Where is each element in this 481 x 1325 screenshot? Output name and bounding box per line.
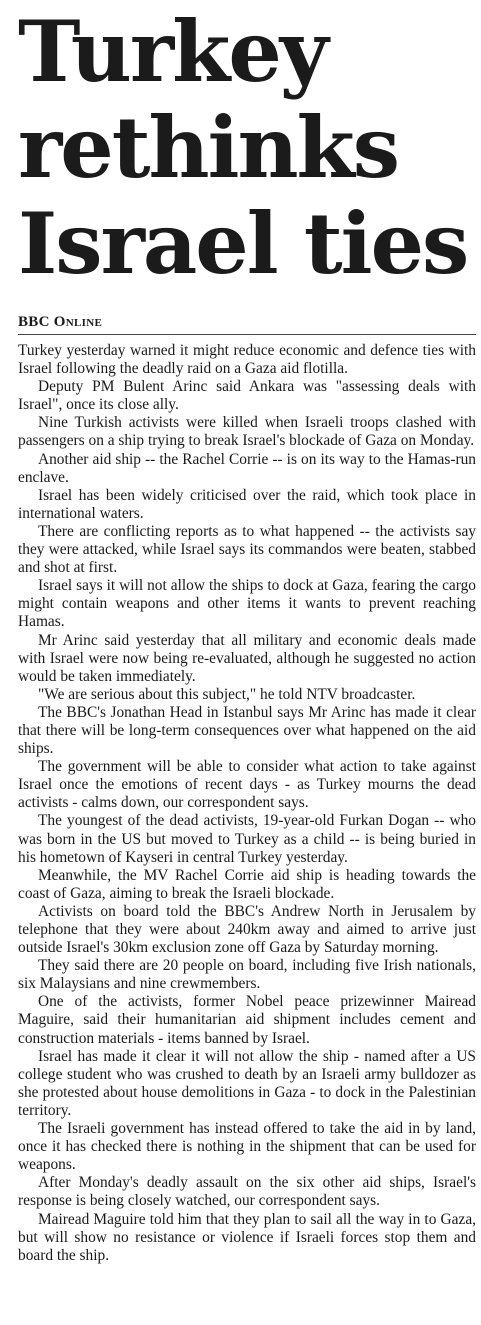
paragraph: "We are serious about this subject," he told NTV broadcaster. bbox=[38, 685, 416, 703]
paragraph: Deputy PM Bulent Arinc said Ankara was "assessing deals with Israel", once its close ally. bbox=[18, 378, 476, 414]
paragraph: The government will be able to consider what action to take against Israel once the emotions of recent days - as Turkey mourns the dead activists - calms down, our correspondent says. bbox=[18, 758, 476, 812]
article-body bbox=[18, 342, 476, 1265]
headline bbox=[18, 4, 476, 292]
newspaper-clipping bbox=[0, 4, 481, 1325]
paragraph: Activists on board told the BBC's Andrew North in Jerusalem by telephone that they were about 240km away and aimed to arrive just outside Israel's 30km exclusion zone off Gaza by Saturday morning. bbox=[18, 902, 476, 957]
paragraph: Turkey yesterday warned it might reduce economic and defence ties with Israel following the deadly raid on a Gaza aid flotilla. bbox=[18, 342, 476, 378]
paragraph: Mairead Maguire told him that they plan to sail all the way in to Gaza, but will show no resistance or violence if Israeli forces stop them and board the ship. bbox=[18, 1210, 476, 1264]
paragraph: One of the activists, former Nobel peace prizewinner Mairead Maguire, said their humanitarian aid shipment includes cement and construction materials - items banned by Israel. bbox=[18, 993, 476, 1047]
paragraph: The Israeli government has instead offered to take the aid in by land, once it has checked there is nothing in the shipment that can be used for weapons. bbox=[18, 1120, 476, 1174]
paragraph: There are conflicting reports as to what happened -- the activists say they were attacked, while Israel says its commandos were beaten, stabbed and shot at first. bbox=[18, 522, 476, 577]
paragraph: After Monday's deadly assault on the six other aid ships, Israel's response is being closely watched, our correspondent says. bbox=[18, 1174, 476, 1210]
headline-line-3: Israel ties bbox=[18, 194, 468, 293]
byline: BBC Online bbox=[18, 314, 476, 335]
headline-line-2: rethinks bbox=[18, 98, 399, 197]
paragraph: Israel has made it clear it will not allow the ship - named after a US college student who was crushed to death by an Israeli army bulldozer as she protested about house demolitions in Gaza - to dock in the Palestinian territory. bbox=[18, 1047, 476, 1119]
paragraph: Mr Arinc said yesterday that all military and economic deals made with Israel were now being re-evaluated, although he suggested no action would be taken immediately. bbox=[18, 631, 476, 685]
paragraph: Israel says it will not allow the ships to dock at Gaza, fearing the cargo might contain weapons and other items it wants to prevent reaching Hamas. bbox=[18, 577, 476, 631]
paragraph: Israel has been widely criticised over the raid, which took place in international waters. bbox=[18, 486, 476, 522]
paragraph: Another aid ship -- the Rachel Corrie -- is on its way to the Hamas-run enclave. bbox=[18, 450, 476, 486]
paragraph: Meanwhile, the MV Rachel Corrie aid ship is heading towards the coast of Gaza, aiming to break the Israeli blockade. bbox=[18, 866, 476, 902]
paragraph: Nine Turkish activists were killed when Israeli troops clashed with passengers on a ship trying to break Israel's blockade of Gaza on Monday. bbox=[18, 414, 476, 450]
paragraph: They said there are 20 people on board, including five Irish nationals, six Malaysians and nine crewmembers. bbox=[18, 957, 476, 993]
paragraph: The youngest of the dead activists, 19-year-old Furkan Dogan -- who was born in the US but moved to Turkey as a child -- is being buried in his hometown of Kayseri in central Turkey yesterday. bbox=[18, 812, 476, 866]
headline-line-1: Turkey bbox=[18, 2, 327, 101]
paragraph: The BBC's Jonathan Head in Istanbul says Mr Arinc has made it clear that there will be long-term consequences over what happened on the aid ships. bbox=[18, 703, 476, 758]
